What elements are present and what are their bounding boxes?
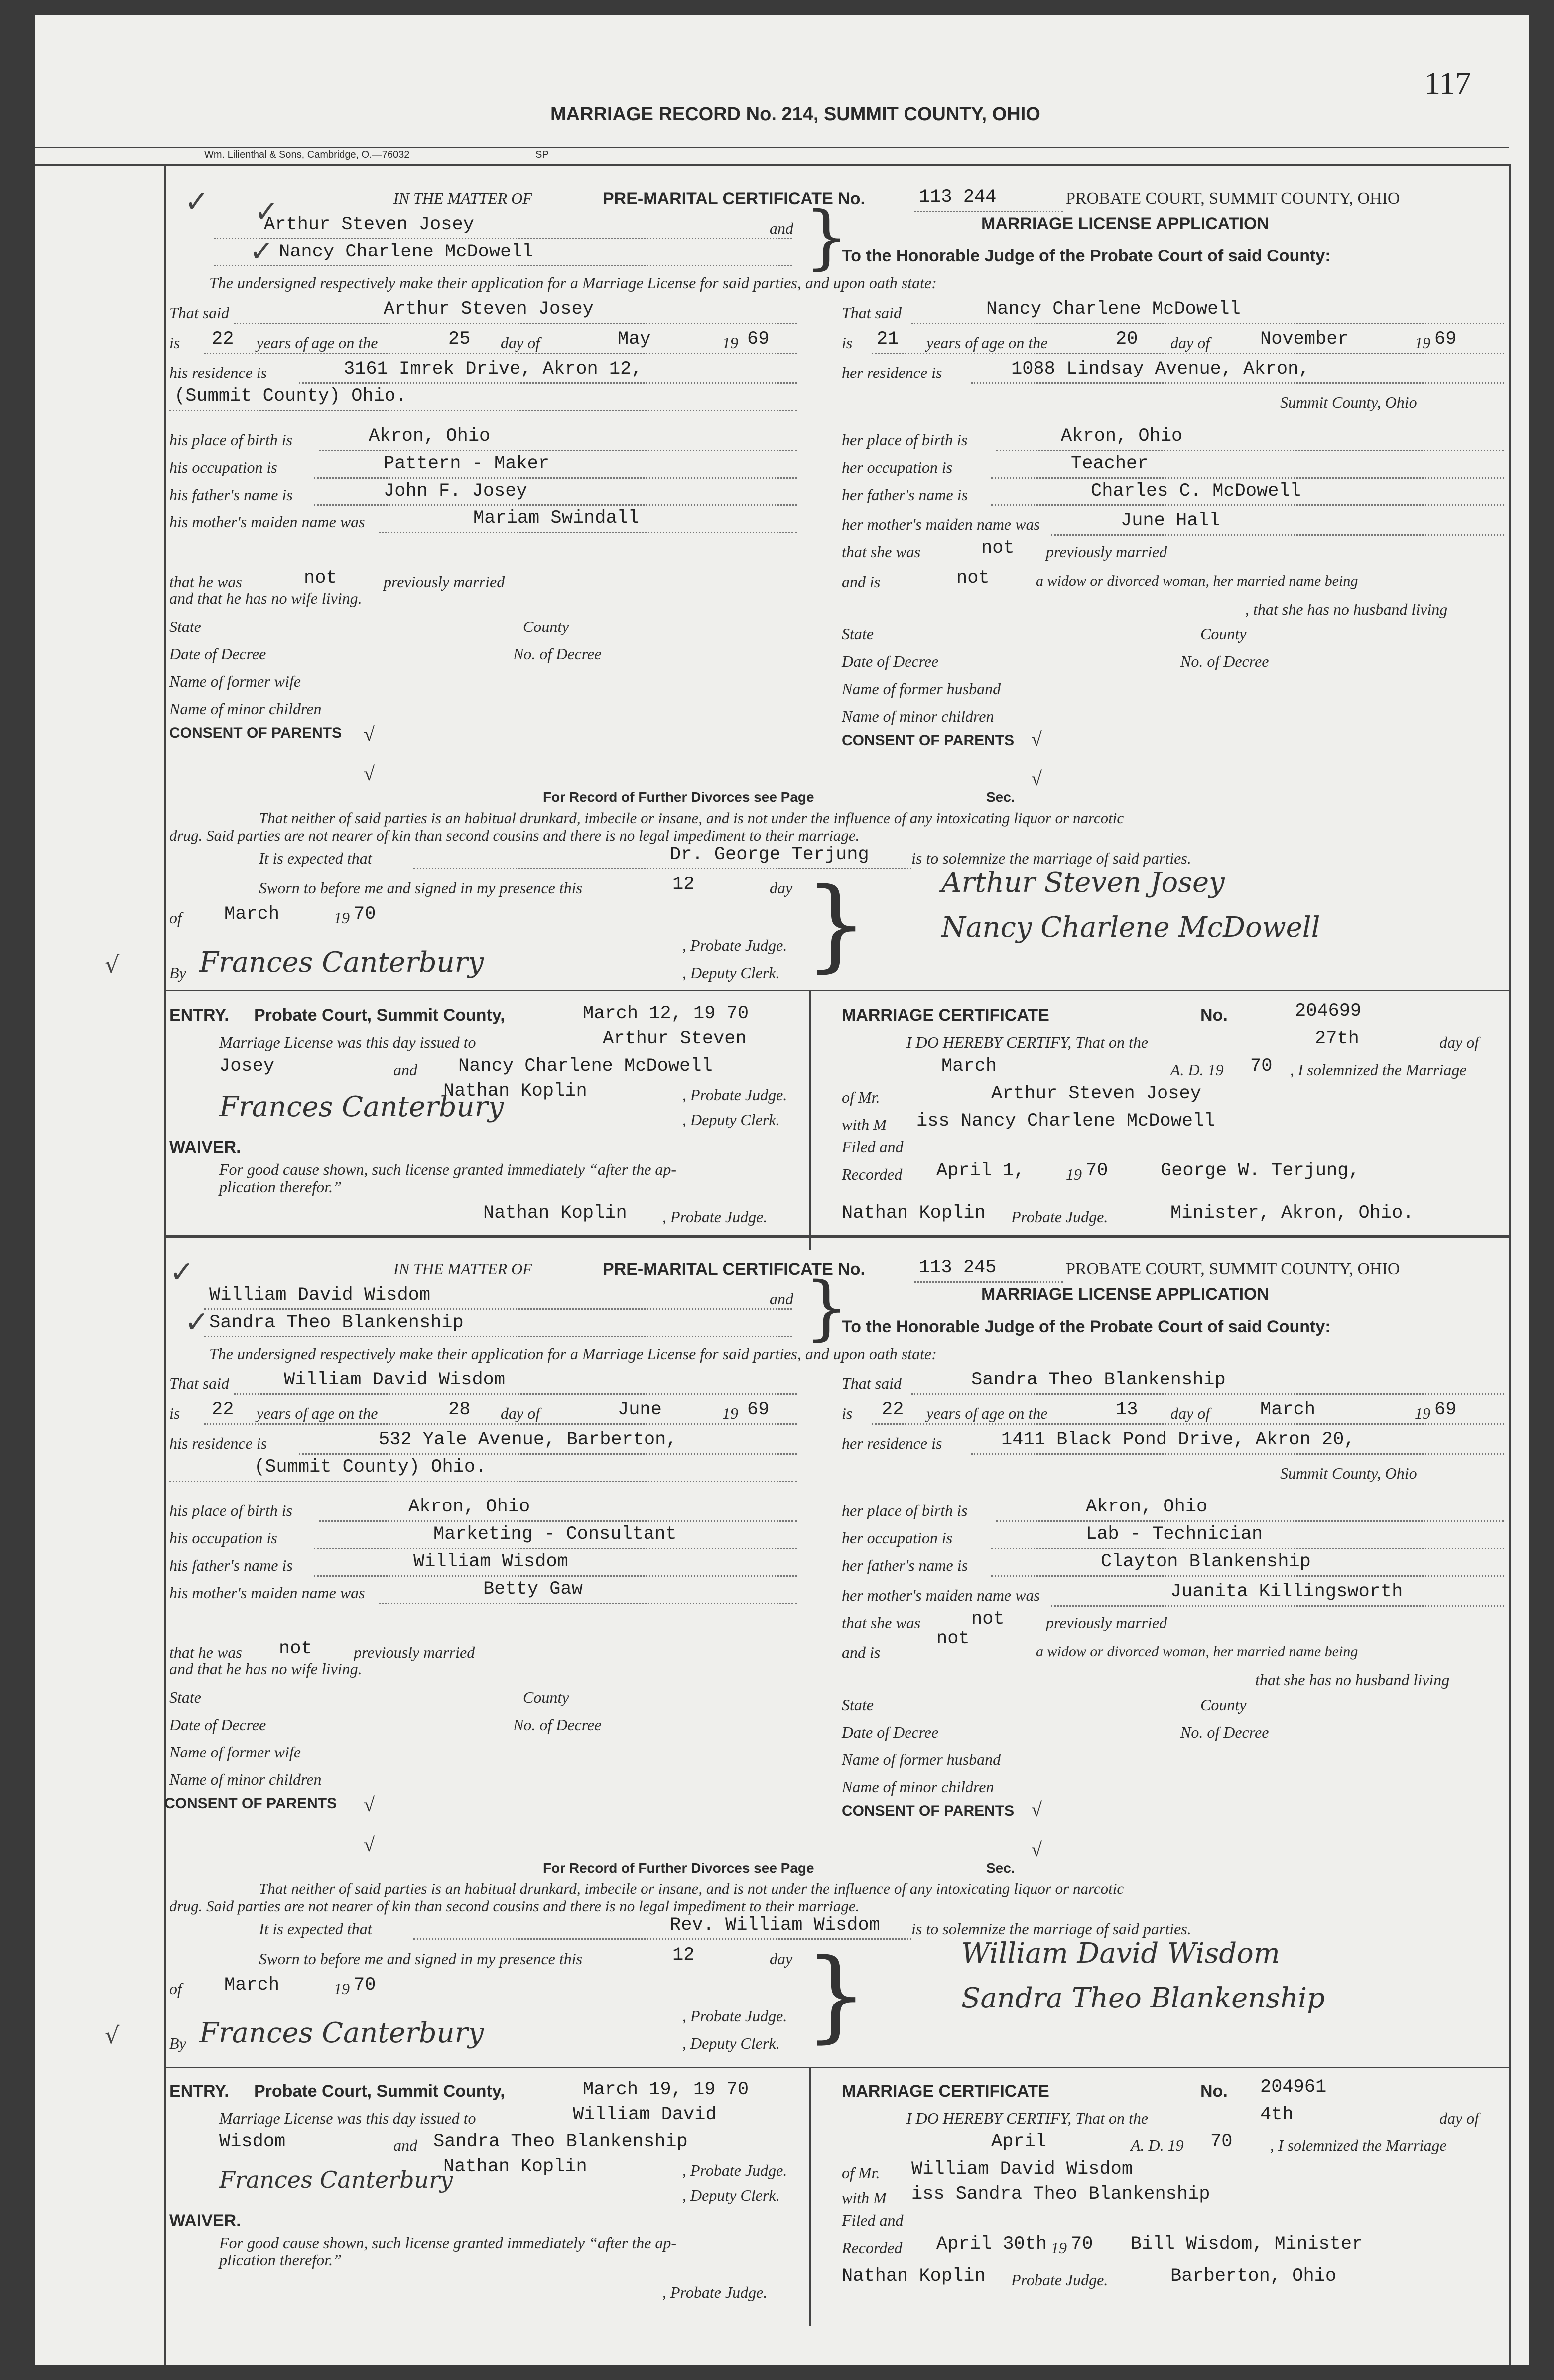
record-page: 117 MARRIAGE RECORD No. 214, SUMMIT COUNTY, OHIO Wm. Lilienthal & Sons, Cambridge, O.—76032 SP ✓ ✓ ✓ √ IN THE MATTER OF PRE-MARITAL CERTIFICATE No. 113 244 PROBATE COURT, SUMMIT COUNTY, OHIO Arthur Steven Josey and Nancy Charlene McDowell } MARRIAGE LICENSE APPLICATION To the Honorable Judge of the Probate Court of said County: The undersigned respectively make their application for a Marriage License for said parties, and upon oath state: That said Arthur Steven Josey is 22 years of age on the 25 day of May 19 69 his residence is 3161 Imrek Drive, Akron 12, (Summit County) Ohio. his place of birth is Akron, Ohio his occupation is Pattern - Maker his father's name is John F. Josey his mother's maiden name was Mariam Swindall that he was not previously married and that he has no wife living. State County Date of Decree No. of Decree Name of former wife Name of minor children CONSENT OF PARENTS √ √ That said Nancy Charlene McDowell is 21 years of age on the 20 day of November 19 69 her residence is 1088 Lindsay Avenue, Akron, Summit County, Ohio her place of birth is Akron, Ohio her occupation is Teacher her father's name is Charles C. McDowell her mother's maiden name was June Hall that she was not previously married and is not a widow or divorced woman, her married name being , that she has no husband living State County Date of Decree No. of Decree Name of former husband Name of minor children CONSENT OF PARENTS √ √ For Record of Further Divorces see Page Sec. That neither of said parties is an habitual drunkard, imbecile or insane, and is not under the influence of any intoxicating liquor or narcotic drug. Said parties are not nearer of kin than second cousins and there is no legal impediment to their marriage. It is expected that Dr. George Terjung is to solemnize the marriage of said parties. Sworn to before me and signed in my presence this 12 day of March 19 70 , Probate Judge. By Frances Canterbury , Deputy Clerk. } Arthur Steven Josey Nancy Charlene McDowell ENTRY. Probate Court, Summit County, March 12, 19 70 Marriage License was this day issued to Arthur Steven Josey and Nancy Charlene McDowell Nathan Koplin , Probate Judge. Frances Canterbury , Deputy Clerk. WAIVER. For good cause shown, such license granted immediately “after the ap- plication therefor.” Nathan Koplin , Probate Judge. MARRIAGE CERTIFICATE No. 204699 I DO HEREBY CERTIFY, That on the 27th day of March A. D. 19 70 , I solemnized the Marriage of Mr. Arthur Steven Josey with M iss Nancy Charlene McDowell Filed and Recorded April 1, 19 70 George W. Terjung, Nathan Koplin Probate Judge. Minister, Akron, Ohio. ✓ ✓ √ IN THE MATTER OF PRE-MARITAL CERTIFICATE No. 113 245 PROBATE COURT, SUMMIT COUNTY, OHIO William David Wisdom and Sandra Theo Blankenship } MARRIAGE LICENSE APPLICATION To the Honorable Judge of the Probate Court of said County: The undersigned respectively make their application for a Marriage License for said parties, and upon oath state: That said William David Wisdom is 22 years of age on the 28 day of June 19 69 his residence is 532 Yale Avenue, Barberton, (Summit County) Ohio. his place of birth is Akron, Ohio his occupation is Marketing - Consultant his father's name is William Wisdom his mother's maiden name was Betty Gaw that he was not previously married and that he has no wife living. State County Date of Decree No. of Decree Name of former wife Name of minor children CONSENT OF PARENTS √ √ That said Sandra Theo Blankenship is 22 years of age on the 13 day of March 19 69 her residence is 1411 Black Pond Drive, Akron 20, Summit County, Ohio her place of birth is Akron, Ohio her occupation is Lab - Technician her father's name is Clayton Blankenship her mother's maiden name was Juanita Killingsworth that she was not previously married and is not a widow or divorced woman, her married name being that she has no husband living State County Date of Decree No. of Decree Name of former husband Name of minor children CONSENT OF PARENTS √ √ For Record of Further Divorces see Page Sec. That neither of said parties is an habitual drunkard, imbecile or insane, and is not under the influence of any intoxicating liquor or narcotic drug. Said parties are not nearer of kin than second cousins and there is no legal impediment to their marriage. It is expected that Rev. William Wisdom is to solemnize the marriage of said parties. Sworn to before me and signed in my presence this 12 day of March 19 70 , Probate Judge. By Frances Canterbury , Deputy Clerk. } William David Wisdom Sandra Theo Blankenship ENTRY. Probate Court, Summit County, March 19, 19 70 Marriage License was this day issued to William David Wisdom and Sandra Theo Blankenship Nathan Koplin , Probate Judge. Frances Canterbury , Deputy Clerk. WAIVER. For good cause shown, such license granted immediately “after the ap- plication therefor.” , Probate Judge. MARRIAGE CERTIFICATE No. 204961 I DO HEREBY CERTIFY, That on the 4th day of April A. D. 19 70 , I solemnized the Marriage of Mr. William David Wisdom with M iss Sandra Theo Blankenship Filed and Recorded April 30th 19 70 Bill Wisdom, Minister Nathan Koplin Probate Judge. Barberton, Ohio: [35, 15, 1529, 2365]
officiant: Dr. George Terjung: [670, 844, 869, 865]
bride-name: Nancy Charlene McDowell: [279, 242, 533, 262]
page-title: MARRIAGE RECORD No. 214, SUMMIT COUNTY, OHIO: [550, 104, 1040, 125]
groom-name: Arthur Steven Josey: [264, 214, 474, 235]
printer-imprint: Wm. Lilienthal & Sons, Cambridge, O.—76032: [204, 149, 410, 160]
officiant: Rev. William Wisdom: [670, 1915, 880, 1936]
clerk-signature: Frances Canterbury: [199, 2017, 484, 2049]
bride-signature: Sandra Theo Blankenship: [961, 1982, 1325, 2014]
record-2: ✓ ✓ √ IN THE MATTER OF PRE-MARITAL CERTIFICATE No. 113 245 PROBATE COURT, SUMMIT COUNTY, OHIO William David Wisdom and Sandra Theo Blankenship } MARRIAGE LICENSE APPLICATION To the Honorable Judge of the Probate Court of said County: The undersigned respectively make their application for a Marriage License for said parties, and upon oath state: That said William David Wisdom is 22 years of age on the 28 day of June 19 69 his residence is 532 Yale Avenue, Barberton, (Summit County) Ohio. his place of birth is Akron, Ohio his occupation is Marketing - Consultant his father's name is William Wisdom his mother's maiden name was Betty Gaw that he was not previously married and that he has no wife living. State County Date of Decree No. of Decree Name of former wife Name of minor children CONSENT OF PARENTS √ √ That said Sandra Theo Blankenship is 22 years of age on the 13 day of March 19 69 her residence is 1411 Black Pond Drive, Akron 20, Summit County, Ohio her place of birth is Akron, Ohio her occupation is Lab - Technician her father's name is Clayton Blankenship her mother's maiden name was Juanita Killingsworth that she was not previously married and is not a widow or divorced woman, her married name being that she has no husband living State County Date of Decree No. of Decree Name of former husband Name of minor children CONSENT OF PARENTS √ √ For Record of Further Divorces see Page Sec. That neither of said parties is an habitual drunkard, imbecile or insane, and is not under the influence of any intoxicating liquor or narcotic drug. Said parties are not nearer of kin than second cousins and there is no legal impediment to their marriage. It is expected that Rev. William Wisdom is to solemnize the marriage of said parties. Sworn to before me and signed in my presence this 12 day of March 19 70 , Probate Judge. By Frances Canterbury , Deputy Clerk. } William David Wisdom Sandra Theo Blankenship: [35, 1086, 1529, 2131]
groom-name: William David Wisdom: [209, 1285, 431, 1306]
page-number: 117: [1424, 65, 1471, 101]
certificate-number: 113 244: [919, 187, 997, 208]
groom-age: 22: [212, 329, 234, 350]
bride-signature: Nancy Charlene McDowell: [941, 911, 1320, 944]
certificate-number: 113 245: [919, 1257, 997, 1278]
printer-code: SP: [535, 149, 549, 160]
groom-signature: Arthur Steven Josey: [941, 867, 1225, 899]
bride-name: Sandra Theo Blankenship: [209, 1312, 464, 1333]
groom-signature: William David Wisdom: [961, 1937, 1280, 1970]
clerk-signature: Frances Canterbury: [199, 946, 484, 979]
